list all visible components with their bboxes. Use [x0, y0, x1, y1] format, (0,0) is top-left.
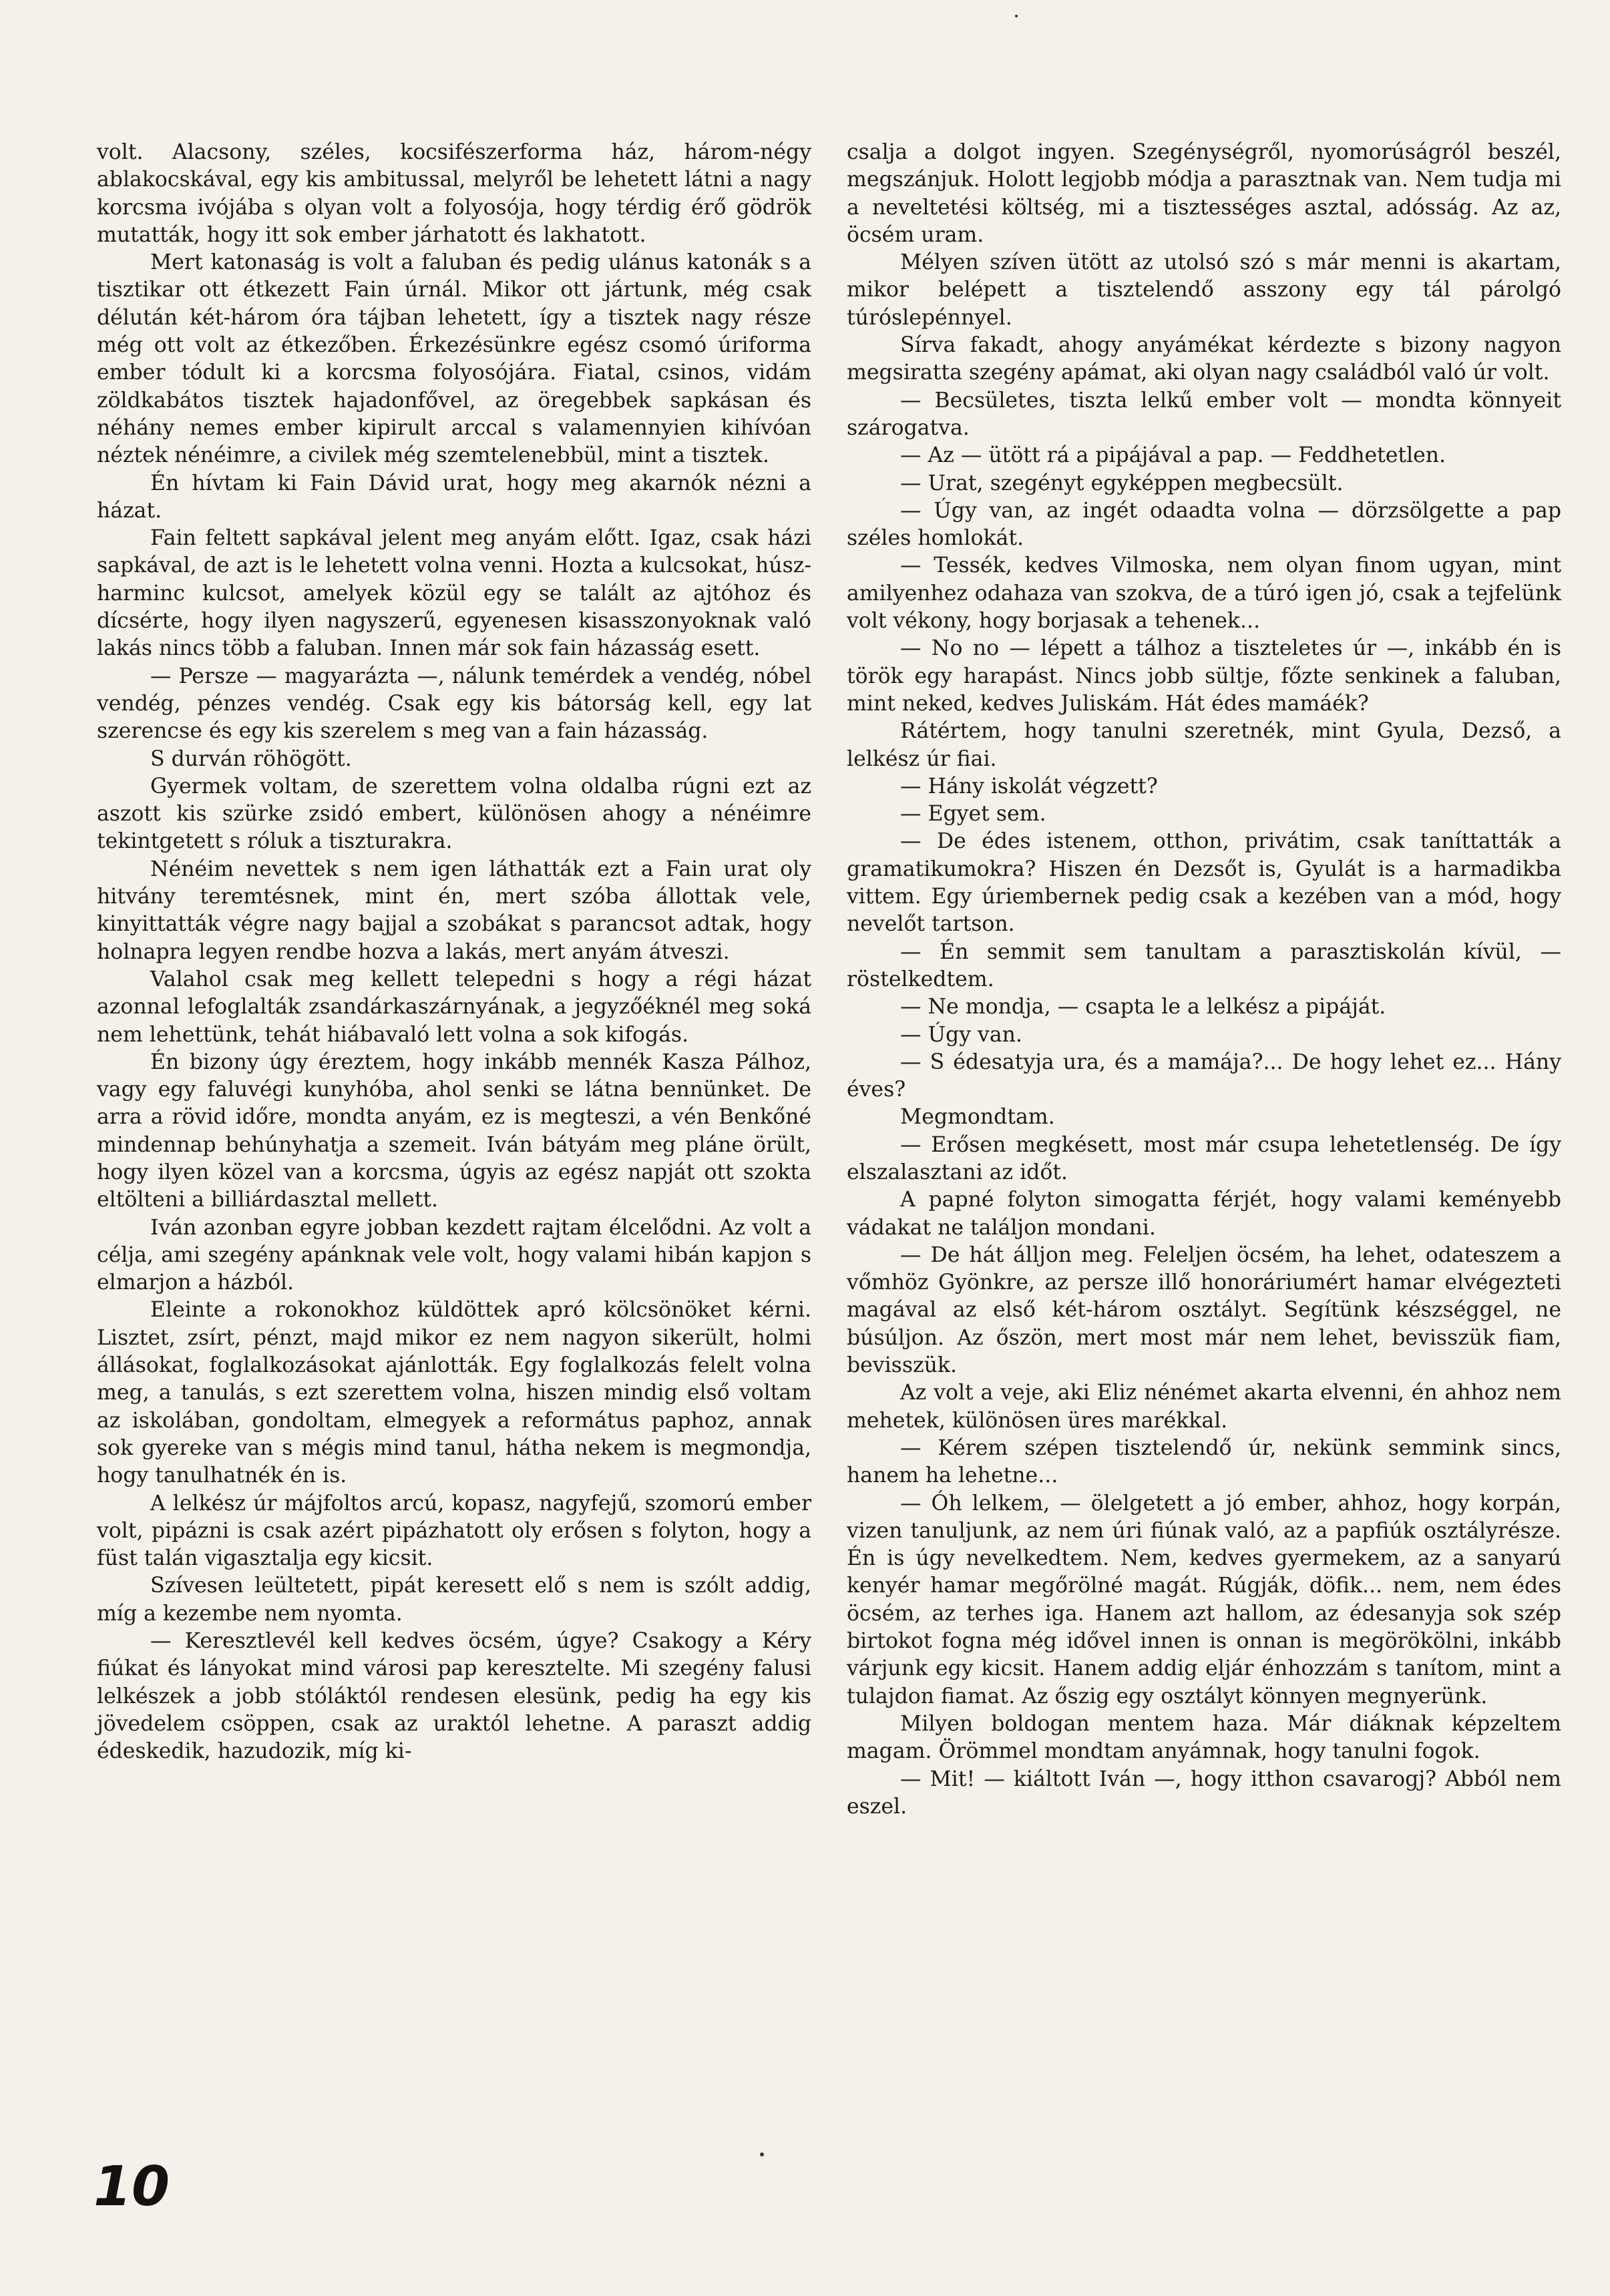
- paragraph: Eleinte a rokonokhoz küldöttek apró kölcsönöket kérni. Lisztet, zsírt, pénzt, majd mikor ez nem nagyon sikerült, holmi állásokat, foglalkozásokat ajánlották. Egy foglalkozás felelt volna meg, a tanulás, s ezt szerettem volna, hiszen mindig első voltam az iskolában, gondoltam, elmegyek a református paphoz, annak sok gyereke van s mégis mind tanul, hátha nekem is megmondja, hogy tanulhatnék én is.: [97, 1298, 811, 1488]
- paragraph: Rátértem, hogy tanulni szeretnék, mint Gyula, Dezső, a lelkész úr fiai.: [847, 719, 1561, 771]
- paragraph: — Egyet sem.: [900, 802, 1046, 827]
- paragraph: — Erősen megkésett, most már csupa lehetetlenség. De így elszalasztani az időt.: [847, 1132, 1561, 1184]
- paragraph: — Úgy van.: [900, 1022, 1022, 1047]
- paragraph: — De hát álljon meg. Feleljen öcsém, ha lehet, odateszem a vőmhöz Gyönkre, az persze illő honoráriumért hamar elvégezteti magával az első két-három osztályt. Segítünk készséggel, ne búsúljon. Az őszön, mert most már nem lehet, bevisszük fiam, bevisszük.: [847, 1242, 1561, 1378]
- left-text-column: [97, 139, 811, 1766]
- paragraph: Valahol csak meg kellett telepedni s hogy a régi házat azonnal lefoglalták zsandárkaszárnyának, a jegyzőéknél meg soká nem lehettünk, tehát hiábavaló lett volna a sok kifogás.: [97, 967, 811, 1047]
- paragraph: Megmondtam.: [900, 1105, 1055, 1130]
- paragraph: — Ne mondja, — csapta le a lelkész a pipáját.: [900, 995, 1386, 1019]
- paragraph: A lelkész úr májfoltos arcú, kopasz, nagyfejű, szomorú ember volt, pipázni is csak azért pipázhatott oly erősen s folyton, hogy a füst talán vigasztalja egy kicsit.: [97, 1491, 811, 1571]
- paragraph: — Keresztlevél kell kedves öcsém, úgye? Csakogy a Kéry fiúkat és lányokat mind városi pap keresztelte. Mi szegény falusi lelkészek a jobb stóláktól rendesen elesünk, pedig ha egy kis jövedelem csöppen, csak az uraktól lehetne. A paraszt addig édeskedik, hazudozik, míg ki-: [97, 1629, 811, 1764]
- paragraph: Az volt a veje, aki Eliz nénémet akarta elvenni, én ahhoz nem mehetek, különösen üres marékkal.: [847, 1381, 1561, 1433]
- paragraph: — Az — ütött rá a pipájával a pap. — Feddhetetlen.: [900, 443, 1446, 468]
- paragraph: Szívesen leültetett, pipát keresett elő s nem is szólt addig, míg a kezembe nem nyomta.: [97, 1574, 811, 1626]
- paragraph: Mélyen szíven ütött az utolsó szó s már menni is akartam, mikor belépett a tisztelendő asszony egy tál párolgó túróslepénnyel.: [847, 250, 1561, 330]
- paragraph: volt. Alacsony, széles, kocsifészerforma ház, három-négy ablakocskával, egy kis ambitussal, melyről be lehetett látni a nagy korcsma ivójába s olyan volt a folyosója, hogy térdig érő gödrök mutatták, hogy itt sok ember járhatott és lakhatott.: [97, 140, 811, 247]
- paragraph: — Úgy van, az ingét odaadta volna — dörzsölgette a pap széles homlokát.: [847, 498, 1561, 551]
- paragraph: A papné folyton simogatta férjét, hogy valami keményebb vádakat ne találjon mondani.: [847, 1188, 1561, 1240]
- paragraph: — No no — lépett a tálhoz a tiszteletes úr —, inkább én is török egy harapást. Nincs jobb sültje, főzte senkinek a faluban, mint neked, kedves Juliskám. Hát édes mamáék?: [847, 636, 1561, 716]
- paragraph: Mert katonaság is volt a faluban és pedig ulánus katonák s a tisztikar ott étkezett Fain úrnál. Mikor ott jártunk, még csak délután két-három óra tájban lehetett, így a tisztek nagy része még ott volt az étkezőben. Érkezésünkre egész csomó úriforma ember tódult ki a korcsma folyosójára. Fiatal, csinos, vidám zöldkabátos tisztek hajadonfővel, az öregebbek sapkásan és néhány nemes ember kipirult arccal s valamennyien kihívóan néztek nénéimre, a civilek még szemtelenebbül, mint a tisztek.: [97, 250, 811, 468]
- paragraph: — Tessék, kedves Vilmoska, nem olyan finom ugyan, mint amilyenhez odahaza van szokva, de a túró igen jó, csak a tejfelünk volt vékony, hogy borjasak a tehenek...: [847, 553, 1561, 634]
- print-speck: [1015, 15, 1018, 17]
- page-number: 10: [93, 2155, 170, 2219]
- paragraph: — Becsületes, tiszta lelkű ember volt — mondta könnyeit szárogatva.: [847, 388, 1561, 440]
- paragraph: Sírva fakadt, ahogy anyámékat kérdezte s bizony nagyon megsiratta szegény apámat, aki olyan nagy családból való úr volt.: [847, 333, 1561, 385]
- paragraph: — De édes istenem, otthon, privátim, csak taníttatták a gramatikumokra? Hiszen én Dezsőt is, Gyulát is a harmadikba vittem. Egy úriembernek pedig csak a kezében van a mód, hogy nevelőt tartson.: [847, 829, 1561, 937]
- paragraph: — Óh lelkem, — ölelgetett a jó ember, ahhoz, hogy korpán, vizen tanuljunk, az nem úri fiúnak való, az a papfiúk osztályrésze. Én is úgy nevelkedtem. Nem, kedves gyermekem, az a sanyarú kenyér hamar megőrölné magát. Rúgják, döfik... nem, nem édes öcsém, az terhes iga. Hanem azt hallom, az édesanyja sok szép birtokot fogna még idővel innen is onnan is megörökölni, inkább várjunk egy kicsit. Hanem addig eljár énhozzám s tanítom, mint a tulajdon fiamat. Az őszig egy osztályt könnyen megnyerünk.: [847, 1491, 1561, 1708]
- paragraph: Nénéim nevettek s nem igen láthatták ezt a Fain urat oly hitvány teremtésnek, mint én, mert szóba állottak vele, kinyittatták végre nagy bajjal a szobákat s parancsot adtak, hogy holnapra legyen rendbe hozva a lakás, mert anyám átveszi.: [97, 857, 811, 964]
- paragraph: Én bizony úgy éreztem, hogy inkább mennék Kasza Pálhoz, vagy egy faluvégi kunyhóba, ahol senki se látna bennünket. De arra a rövid időre, mondta anyám, ez is megteszi, a vén Benkőné mindennap behúnyhatja a szemeit. Iván bátyám meg pláne örült, hogy ilyen közel van a korcsma, úgyis az egész napját ott szokta eltölteni a billiárdasztal mellett.: [97, 1050, 811, 1212]
- paragraph: Én hívtam ki Fain Dávid urat, hogy meg akarnók nézni a házat.: [97, 471, 811, 523]
- paragraph: Gyermek voltam, de szerettem volna oldalba rúgni ezt az aszott kis szürke zsidó embert, különösen ahogy a nénéimre tekintgetett s róluk a tiszturakra.: [97, 774, 811, 854]
- paragraph: — Hány iskolát végzett?: [900, 774, 1158, 798]
- paragraph: Iván azonban egyre jobban kezdett rajtam élcelődni. Az volt a célja, ami szegény apánknak vele volt, hogy valami hibán kapjon s elmarjon a házból.: [97, 1215, 811, 1295]
- paragraph: — Kérem szépen tisztelendő úr, nekünk semmink sincs, hanem ha lehetne...: [847, 1435, 1561, 1488]
- paragraph: csalja a dolgot ingyen. Szegénységről, nyomorúságról beszél, megszánjuk. Holott legjobb módja a parasztnak van. Nem tudja mi a neveltetési költség, mi a tisztességes asztal, adósság. Az az, öcsém uram.: [847, 140, 1561, 247]
- paragraph: Fain feltett sapkával jelent meg anyám előtt. Igaz, csak házi sapkával, de azt is le lehetett volna venni. Hozta a kulcsokat, húsz-harminc kulcsot, amelyek közül egy se talált az ajtóhoz és dícsérte, hogy ilyen nagyszerű, egyenesen kisasszonyoknak való lakás nincs több a faluban. Innen már sok fain házasság esett.: [97, 526, 811, 661]
- print-speck: [760, 2152, 764, 2156]
- paragraph: Milyen boldogan mentem haza. Már diáknak képzeltem magam. Örömmel mondtam anyámnak, hogy tanulni fogok.: [847, 1711, 1561, 1764]
- paragraph: — Mit! — kiáltott Iván —, hogy itthon csavarogj? Abból nem eszel.: [847, 1767, 1561, 1819]
- paragraph: S durván röhögött.: [150, 746, 352, 771]
- paragraph: — Urat, szegényt egyképpen megbecsült.: [900, 471, 1344, 495]
- paragraph: — Én semmit sem tanultam a parasztiskolán kívül, — röstelkedtem.: [847, 939, 1561, 991]
- paragraph: — S édesatyja ura, és a mamája?... De hogy lehet ez... Hány éves?: [847, 1050, 1561, 1102]
- paragraph: — Persze — magyarázta —, nálunk temérdek a vendég, nóbel vendég, pénzes vendég. Csak egy kis bátorság kell, egy lat szerencse és egy kis szerelem s meg van a fain házasság.: [97, 664, 811, 744]
- right-text-column: [847, 139, 1561, 1821]
